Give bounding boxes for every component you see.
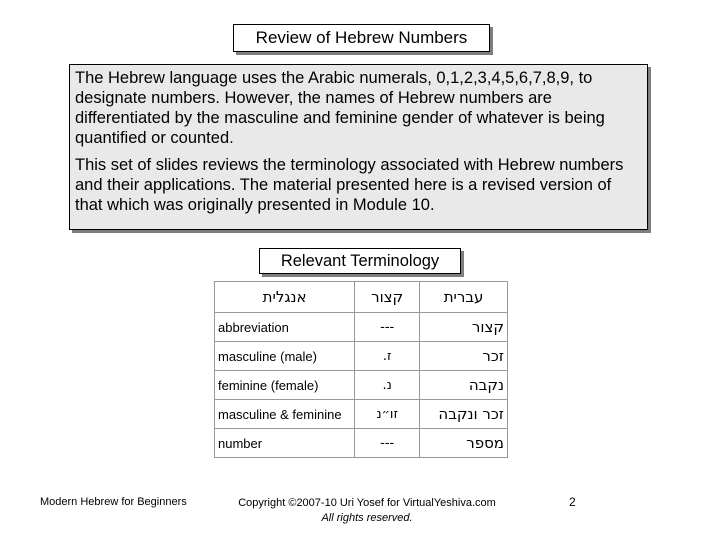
terminology-heading: Relevant Terminology: [259, 248, 461, 274]
row-abbrev: זו״נ: [355, 400, 420, 429]
table-row: [215, 313, 508, 342]
header-abbrev: קצור: [355, 282, 420, 313]
copyright-text: Copyright ©2007-10 Uri Yosef for VirtualYeshiva.com: [238, 497, 496, 509]
header-hebrew: עברית: [420, 282, 508, 313]
table-row: [215, 429, 508, 458]
row-hebrew: מספר: [420, 429, 508, 458]
footer-course-name: Modern Hebrew for Beginners: [40, 496, 187, 508]
row-hebrew: זכר ונקבה: [420, 400, 508, 429]
row-english: number: [215, 429, 355, 458]
terminology-table: [214, 281, 508, 458]
row-hebrew: קצור: [420, 313, 508, 342]
table-row: [215, 371, 508, 400]
page-number: 2: [569, 495, 576, 509]
row-abbrev: ---: [355, 313, 420, 342]
rights-text: All rights reserved.: [321, 512, 413, 524]
row-hebrew: זכר: [420, 342, 508, 371]
intro-paragraph-1: The Hebrew language uses the Arabic numerals, 0,1,2,3,4,5,6,7,8,9, to designate numbers. However, the names of Hebrew numbers are differentiated by the masculine and feminine gender of whatever is being quantified or counted.: [75, 69, 605, 147]
slide-title: Review of Hebrew Numbers: [233, 24, 490, 52]
row-english: masculine (male): [215, 342, 355, 371]
row-hebrew: נקבה: [420, 371, 508, 400]
table-header-row: [215, 282, 508, 313]
table-row: [215, 400, 508, 429]
intro-box: [69, 64, 648, 230]
intro-paragraph-2: This set of slides reviews the terminology associated with Hebrew numbers and their applications. The material presented here is a revised version of that which was originally presented in Module 10.: [75, 156, 624, 214]
row-abbrev: נ.: [355, 371, 420, 400]
row-abbrev: ---: [355, 429, 420, 458]
footer-copyright: [212, 496, 522, 526]
header-english: אנגלית: [215, 282, 355, 313]
row-english: abbreviation: [215, 313, 355, 342]
table-row: [215, 342, 508, 371]
row-english: masculine & feminine: [215, 400, 355, 429]
row-abbrev: ז.: [355, 342, 420, 371]
row-english: feminine (female): [215, 371, 355, 400]
